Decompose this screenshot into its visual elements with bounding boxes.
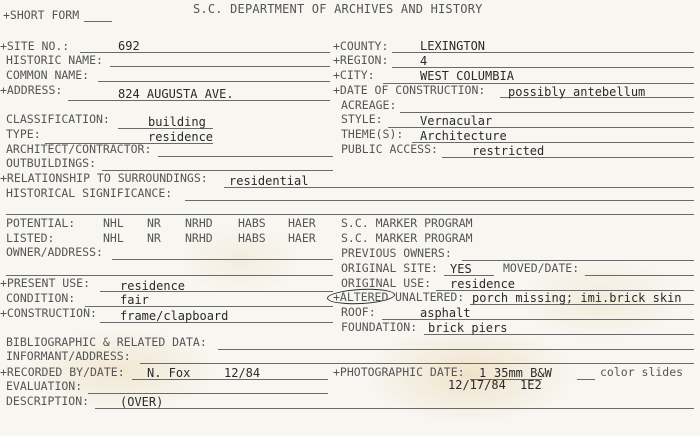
altered-label: +ALTERED — [333, 290, 389, 304]
color-slides-label: color slides — [600, 365, 684, 379]
photographic-date-label: +PHOTOGRAPHIC DATE: — [333, 365, 465, 379]
unaltered-label: UNALTERED: — [395, 290, 465, 304]
public-access-value: restricted — [472, 144, 545, 158]
acreage-label: ACREAGE: — [341, 98, 397, 112]
original-use-label: ORIGINAL USE: — [341, 276, 432, 290]
original-site-label: ORIGINAL SITE: — [341, 261, 438, 275]
construction-label: +CONSTRUCTION: — [0, 306, 97, 320]
photo-format-value: 35mm B&W — [494, 366, 552, 380]
potential-habs: HABS — [238, 216, 266, 230]
common-name-label: COMMON NAME: — [6, 68, 90, 82]
architect-label: ARCHITECT/CONTRACTOR: — [6, 142, 152, 156]
classification-value: building — [148, 115, 206, 129]
date-construction-label: +DATE OF CONSTRUCTION: — [333, 83, 486, 97]
foundation-label: FOUNDATION: — [341, 320, 418, 334]
type-label: TYPE: — [6, 127, 41, 141]
acreage-line — [400, 112, 694, 113]
historic-name-line — [110, 66, 330, 67]
photo-date-value: 12/17/84 — [448, 378, 506, 392]
style-value: Vernacular — [420, 114, 493, 128]
informant-label: INFORMANT/ADDRESS: — [6, 349, 131, 363]
themes-value: Architecture — [420, 129, 507, 143]
owner-address-line — [112, 259, 333, 260]
public-access-label: PUBLIC ACCESS: — [341, 142, 438, 156]
bibliographic-line — [218, 349, 694, 350]
short-form-label: +SHORT FORM — [3, 8, 80, 22]
region-label: +REGION: — [333, 53, 389, 67]
significance-extra-line — [6, 214, 694, 215]
style-label: STYLE: — [341, 112, 383, 126]
listed-nr: NR — [147, 231, 161, 245]
owner-address-label: OWNER/ADDRESS: — [6, 245, 103, 259]
address-value: 824 AUGUSTA AVE. — [118, 87, 234, 101]
original-use-value: residence — [450, 277, 516, 291]
present-use-value: residence — [120, 279, 186, 293]
county-label: +COUNTY: — [333, 39, 389, 53]
architect-line — [158, 156, 333, 157]
recorded-date-value: 12/84 — [224, 366, 261, 380]
address-label: +ADDRESS: — [0, 83, 63, 97]
themes-label: THEME(S): — [341, 127, 404, 141]
region-value: 4 — [420, 54, 428, 68]
potential-haer: HAER — [288, 216, 316, 230]
form-title: S.C. DEPARTMENT OF ARCHIVES AND HISTORY — [193, 2, 483, 16]
moved-date-label: MOVED/DATE: — [503, 261, 580, 275]
site-no-label: +SITE NO.: — [0, 39, 70, 53]
marker-program-label-2: S.C. MARKER PROGRAM — [341, 231, 473, 245]
potential-label: POTENTIAL: — [6, 216, 76, 230]
relationship-value: residential — [229, 174, 309, 188]
potential-nhl: NHL — [103, 216, 124, 230]
classification-label: CLASSIFICATION: — [6, 112, 110, 126]
site-no-value: 692 — [118, 39, 140, 53]
color-slides-line — [577, 379, 595, 380]
recorded-by-label: +RECORDED BY/DATE: — [0, 365, 125, 379]
condition-value: fair — [120, 293, 149, 307]
altered-note-value: porch missing; imi.brick skin — [472, 291, 682, 305]
relationship-label: +RELATIONSHIP TO SURROUNDINGS: — [0, 171, 208, 185]
historical-significance-label: HISTORICAL SIGNIFICANCE: — [6, 186, 173, 200]
informant-line — [140, 363, 694, 364]
description-label: DESCRIPTION: — [6, 394, 90, 408]
listed-habs: HABS — [238, 231, 266, 245]
previous-owners-label: PREVIOUS OWNERS: — [341, 246, 452, 260]
photo-ref-value: 1E2 — [520, 378, 542, 392]
historic-name-label: HISTORIC NAME: — [6, 53, 103, 67]
present-use-label: +PRESENT USE: — [0, 276, 91, 290]
listed-nrhd: NRHD — [185, 231, 213, 245]
description-line — [95, 408, 694, 409]
outbuildings-label: OUTBUILDINGS: — [6, 156, 97, 170]
evaluation-line — [88, 393, 328, 394]
photo-count-value: 1 — [479, 366, 487, 380]
historical-significance-line — [185, 200, 694, 201]
marker-program-label-1: S.C. MARKER PROGRAM — [341, 216, 473, 230]
type-value: residence — [148, 130, 214, 144]
county-value: LEXINGTON — [420, 39, 486, 53]
listed-label: LISTED: — [6, 231, 55, 245]
short-form-line — [84, 21, 112, 22]
moved-date-line — [585, 275, 694, 276]
potential-nrhd: NRHD — [185, 216, 213, 230]
region-line — [392, 67, 694, 68]
potential-nr: NR — [147, 216, 161, 230]
common-name-line — [98, 81, 330, 82]
roof-value: asphalt — [420, 306, 471, 320]
listed-haer: HAER — [288, 231, 316, 245]
city-value: WEST COLUMBIA — [420, 69, 514, 83]
evaluation-label: EVALUATION: — [6, 379, 83, 393]
condition-label: CONDITION: — [6, 291, 76, 305]
description-value: (OVER) — [120, 395, 164, 409]
roof-label: ROOF: — [341, 305, 376, 319]
listed-nhl: NHL — [103, 231, 124, 245]
recorded-by-value: N. Fox — [147, 366, 191, 380]
date-construction-value: possibly antebellum — [508, 85, 646, 99]
foundation-value: brick piers — [428, 321, 508, 335]
construction-value: frame/clapboard — [120, 309, 229, 323]
city-label: +CITY: — [333, 68, 375, 82]
bibliographic-label: BIBLIOGRAPHIC & RELATED DATA: — [6, 335, 207, 349]
original-site-value: YES — [450, 262, 472, 276]
